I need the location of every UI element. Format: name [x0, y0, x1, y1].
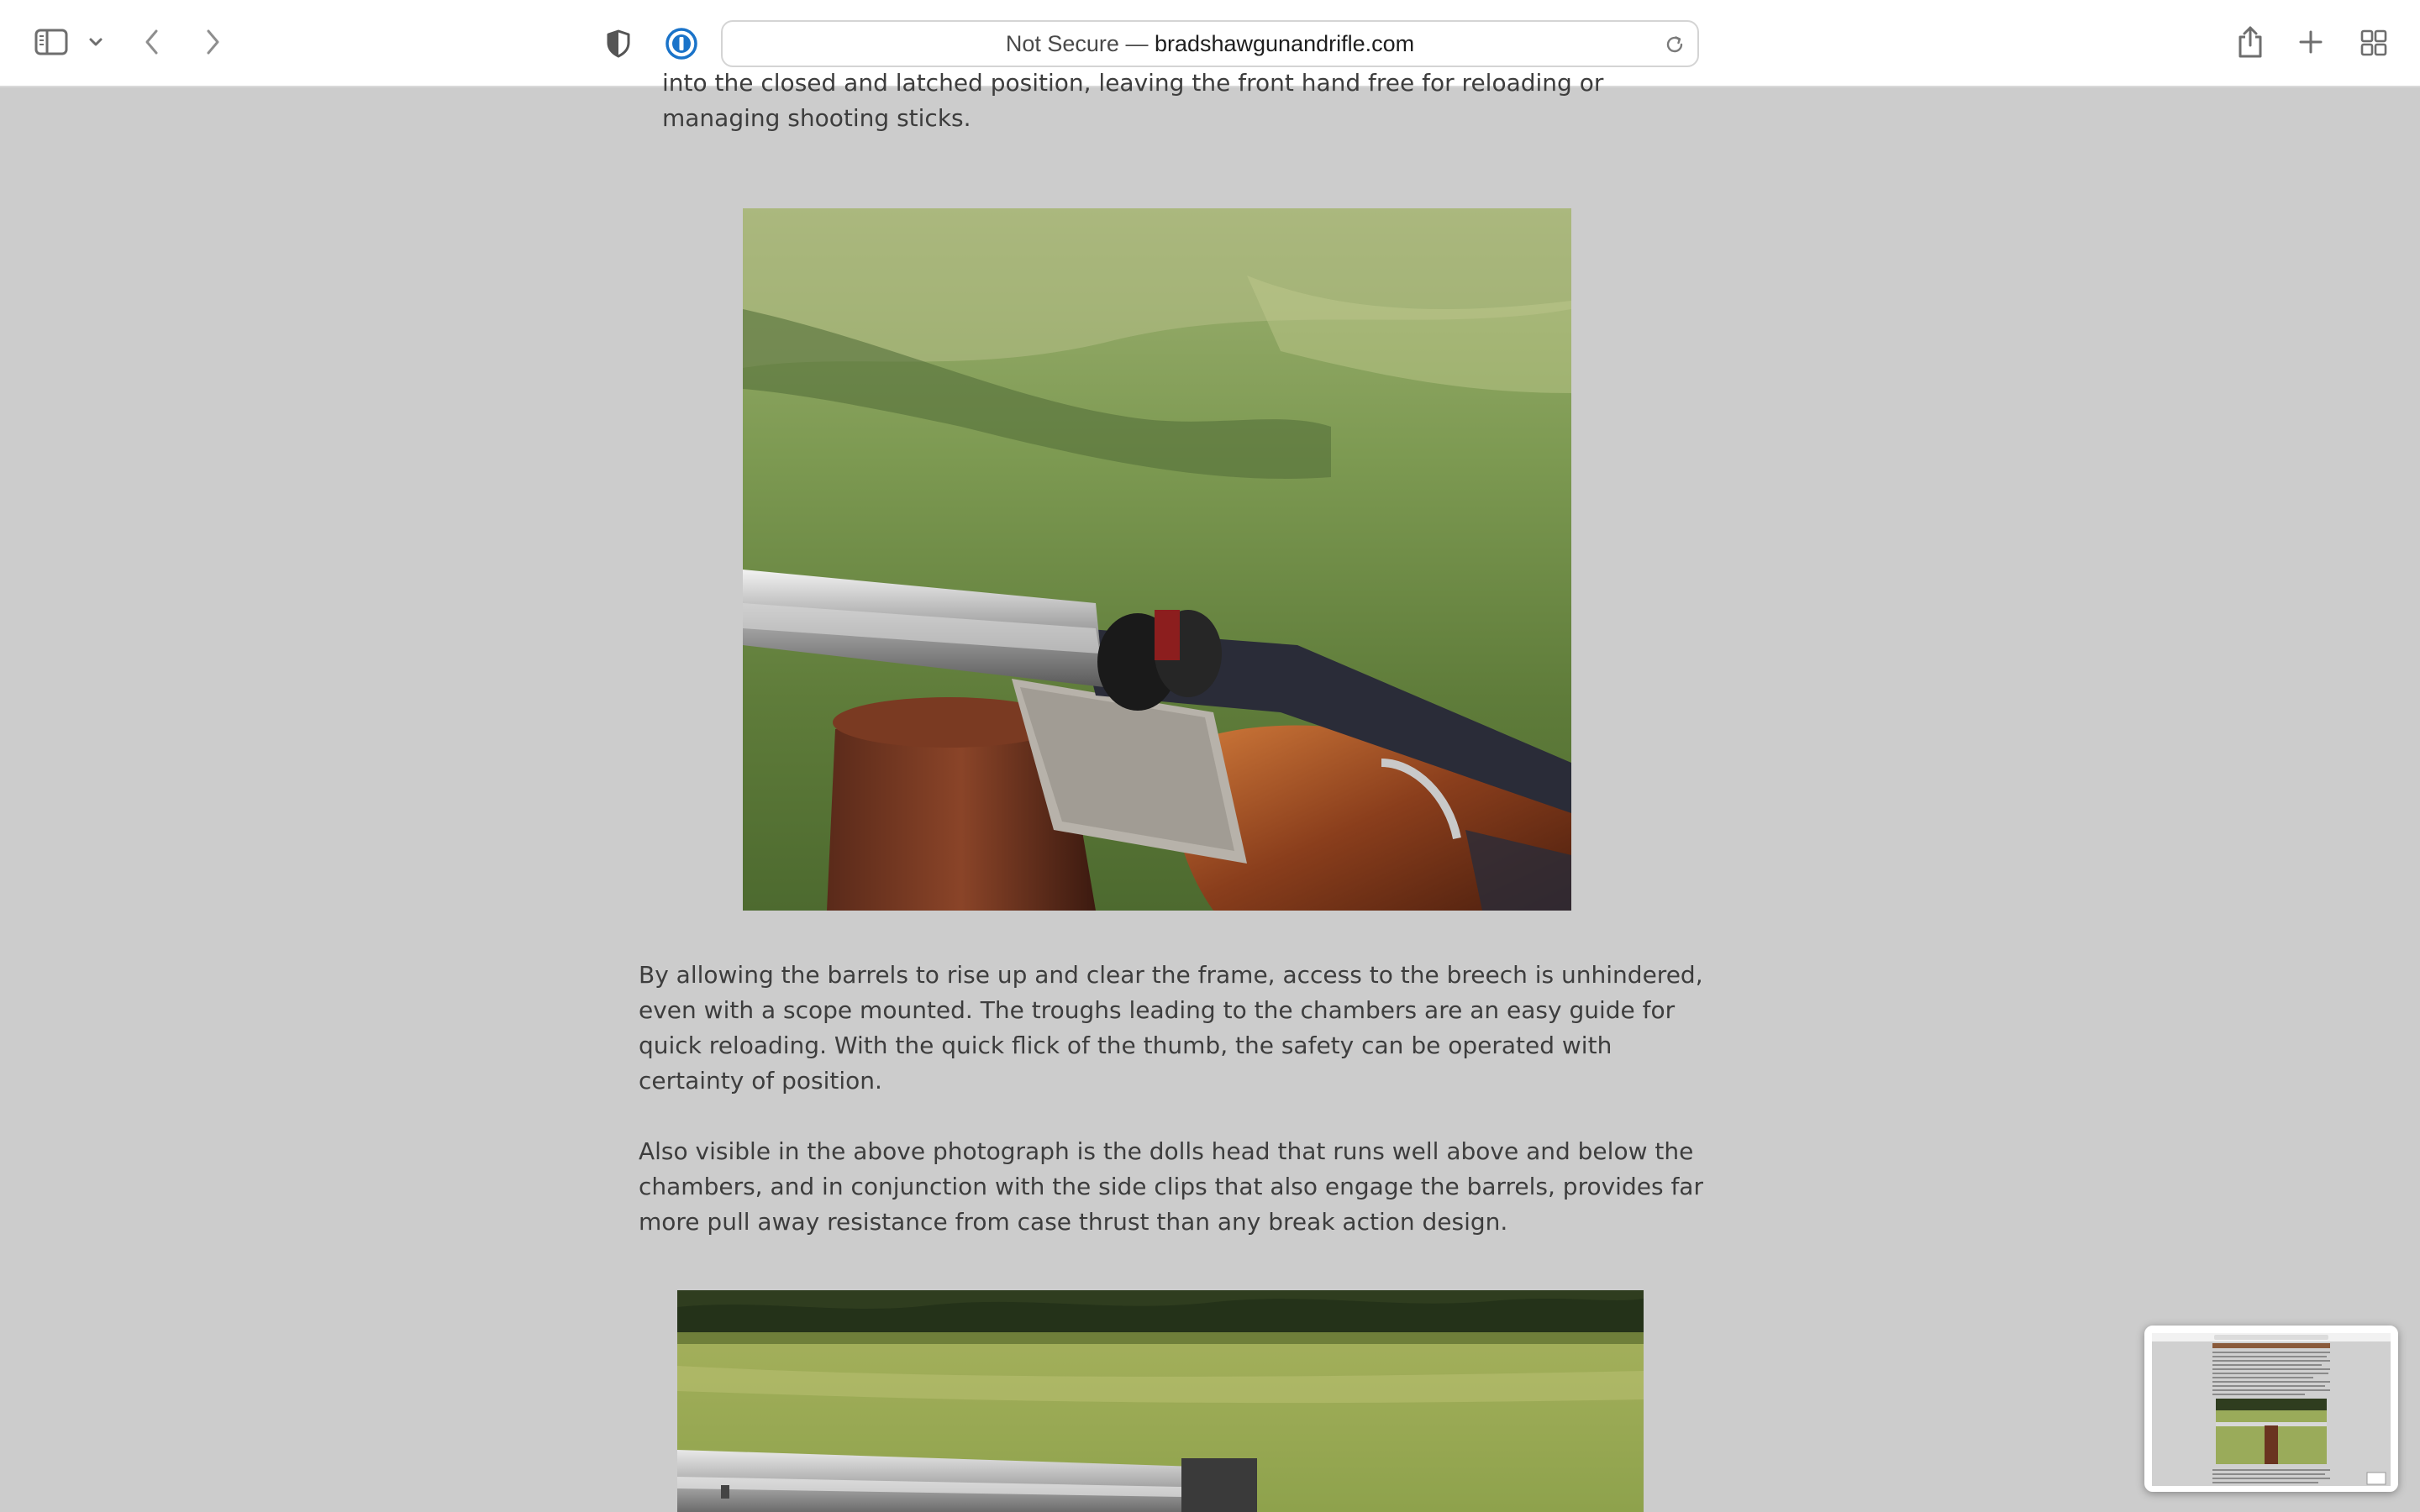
rifle-field-photo — [677, 1290, 1644, 1512]
address-separator: — — [1118, 30, 1155, 56]
article-paragraph-partial: into the closed and latched position, leaving the front hand free for reloading or managing shooting sticks. — [662, 69, 1604, 132]
plus-icon[interactable] — [2296, 27, 2326, 57]
page-thumbnail-preview[interactable] — [2144, 1326, 2398, 1492]
back-chevron-icon[interactable] — [139, 25, 165, 59]
address-domain: bradshawgunandrifle.com — [1154, 30, 1415, 56]
article-paragraph-dolls-head: Also visible in the above photograph is the dolls head that runs well above and below the chambers, and in conjunction with the side clips that also engage the barrels, provides far more pull away resistance from case thrust than any break action design. — [639, 1137, 1703, 1236]
address-bar[interactable] — [721, 20, 1699, 67]
rifle-breech-photo — [743, 208, 1571, 911]
sidebar-icon[interactable] — [32, 25, 71, 59]
forward-chevron-icon[interactable] — [200, 25, 225, 59]
address-text — [723, 22, 1697, 66]
article-paragraph-breech: By allowing the barrels to rise up and clear the frame, access to the breech is unhindered, even with a scope mounted. The troughs leading to the chambers are an easy guide for quick reloading. With the quick flick of the thumb, the safety can be operated with certainty of position. — [639, 961, 1703, 1095]
tab-grid-icon[interactable] — [2358, 27, 2390, 59]
reload-icon[interactable] — [1664, 34, 1686, 59]
page-content — [0, 69, 2420, 1512]
password-manager-icon[interactable] — [664, 26, 699, 61]
share-icon[interactable] — [2233, 24, 2267, 60]
privacy-shield-icon[interactable] — [602, 27, 635, 60]
security-label: Not Secure — [1005, 30, 1119, 56]
chevron-down-icon[interactable] — [86, 32, 106, 52]
